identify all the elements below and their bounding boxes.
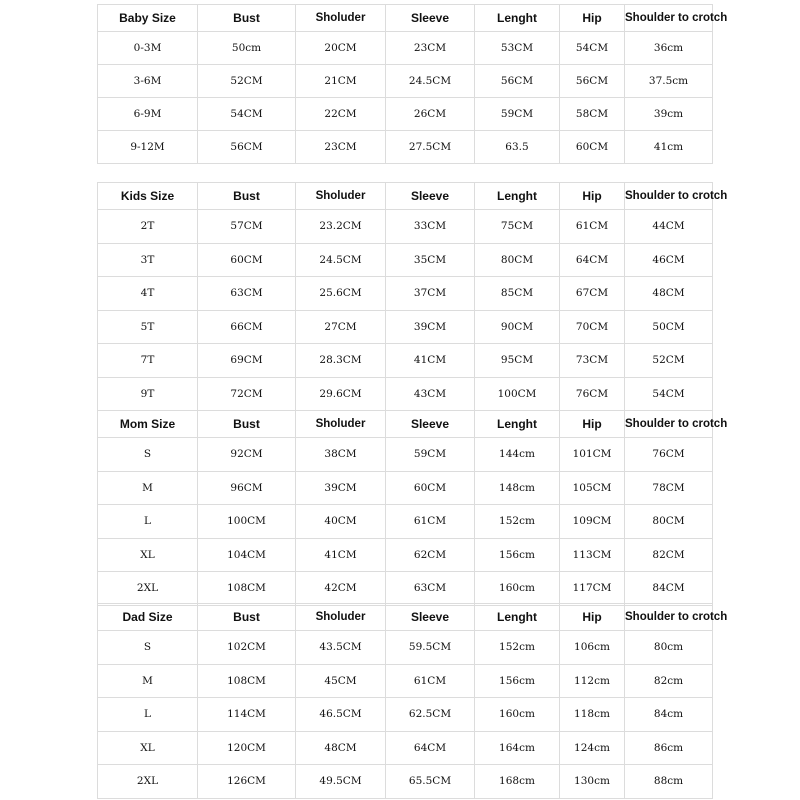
table-row xyxy=(98,505,713,539)
size-label-cell: 2XL xyxy=(98,765,198,799)
measurement-cell: 41CM xyxy=(386,344,475,378)
measurement-cell: 62CM xyxy=(386,538,475,572)
table-row xyxy=(98,210,713,244)
measurement-cell: 33CM xyxy=(386,210,475,244)
measurement-cell: 37CM xyxy=(386,277,475,311)
measurement-cell: 100CM xyxy=(475,377,560,411)
measurement-cell: 109CM xyxy=(560,505,625,539)
measurement-cell: 61CM xyxy=(386,664,475,698)
measurement-cell: 29.6CM xyxy=(296,377,386,411)
measurement-cell: 64CM xyxy=(386,731,475,765)
measurement-cell: 57CM xyxy=(198,210,296,244)
measurement-cell: 43CM xyxy=(386,377,475,411)
size-label-cell: L xyxy=(98,505,198,539)
measurement-cell: 54CM xyxy=(560,32,625,65)
measurement-cell: 41CM xyxy=(296,538,386,572)
column-header: Dad Size xyxy=(98,604,198,631)
table-row xyxy=(98,765,713,799)
table-header-row xyxy=(98,411,713,438)
table-row xyxy=(98,664,713,698)
measurement-cell: 126CM xyxy=(198,765,296,799)
size-chart xyxy=(97,0,728,800)
table-row xyxy=(98,98,713,131)
column-header: Shoulder to crotch xyxy=(625,183,713,210)
measurement-cell: 148cm xyxy=(475,471,560,505)
measurement-cell: 35CM xyxy=(386,243,475,277)
column-header: Bust xyxy=(198,5,296,32)
measurement-cell: 67CM xyxy=(560,277,625,311)
measurement-cell: 61CM xyxy=(560,210,625,244)
measurement-cell: 104CM xyxy=(198,538,296,572)
measurement-cell: 100CM xyxy=(198,505,296,539)
measurement-cell: 61CM xyxy=(386,505,475,539)
measurement-cell: 60CM xyxy=(198,243,296,277)
measurement-cell: 43.5CM xyxy=(296,631,386,665)
measurement-cell: 86cm xyxy=(625,731,713,765)
measurement-cell: 65.5CM xyxy=(386,765,475,799)
measurement-cell: 48CM xyxy=(296,731,386,765)
measurement-cell: 23.2CM xyxy=(296,210,386,244)
column-header: Hip xyxy=(560,183,625,210)
size-label-cell: 2T xyxy=(98,210,198,244)
table-row xyxy=(98,538,713,572)
size-label-cell: S xyxy=(98,631,198,665)
size-label-cell: 5T xyxy=(98,310,198,344)
column-header: Lenght xyxy=(475,604,560,631)
measurement-cell: 60CM xyxy=(560,131,625,164)
measurement-cell: 164cm xyxy=(475,731,560,765)
size-label-cell: L xyxy=(98,698,198,732)
measurement-cell: 42CM xyxy=(296,572,386,606)
measurement-cell: 152cm xyxy=(475,631,560,665)
measurement-cell: 114CM xyxy=(198,698,296,732)
column-header: Baby Size xyxy=(98,5,198,32)
measurement-cell: 101CM xyxy=(560,438,625,472)
measurement-cell: 69CM xyxy=(198,344,296,378)
column-header: Sholuder xyxy=(296,5,386,32)
measurement-cell: 59CM xyxy=(475,98,560,131)
size-table xyxy=(97,410,728,606)
measurement-cell: 53CM xyxy=(475,32,560,65)
measurement-cell: 156cm xyxy=(475,664,560,698)
mom-size-table xyxy=(97,410,728,606)
measurement-cell: 21CM xyxy=(296,65,386,98)
measurement-cell: 88cm xyxy=(625,765,713,799)
measurement-cell: 63CM xyxy=(198,277,296,311)
column-header: Hip xyxy=(560,411,625,438)
size-label-cell: 2XL xyxy=(98,572,198,606)
size-label-cell: 4T xyxy=(98,277,198,311)
column-header: Shoulder to crotch xyxy=(625,5,713,32)
column-header: Lenght xyxy=(475,411,560,438)
size-label-cell: 3T xyxy=(98,243,198,277)
size-label-cell: M xyxy=(98,471,198,505)
measurement-cell: 84cm xyxy=(625,698,713,732)
table-row xyxy=(98,243,713,277)
measurement-cell: 41cm xyxy=(625,131,713,164)
size-table xyxy=(97,4,728,164)
measurement-cell: 168cm xyxy=(475,765,560,799)
measurement-cell: 105CM xyxy=(560,471,625,505)
measurement-cell: 20CM xyxy=(296,32,386,65)
measurement-cell: 58CM xyxy=(560,98,625,131)
size-label-cell: 9-12M xyxy=(98,131,198,164)
measurement-cell: 52CM xyxy=(198,65,296,98)
measurement-cell: 76CM xyxy=(625,438,713,472)
table-header-row xyxy=(98,5,713,32)
table-row xyxy=(98,572,713,606)
size-label-cell: 6-9M xyxy=(98,98,198,131)
size-label-cell: S xyxy=(98,438,198,472)
table-header-row xyxy=(98,604,713,631)
measurement-cell: 38CM xyxy=(296,438,386,472)
measurement-cell: 44CM xyxy=(625,210,713,244)
table-row xyxy=(98,310,713,344)
measurement-cell: 102CM xyxy=(198,631,296,665)
table-row xyxy=(98,438,713,472)
column-header: Hip xyxy=(560,604,625,631)
column-header: Sleeve xyxy=(386,604,475,631)
size-table xyxy=(97,603,728,799)
measurement-cell: 85CM xyxy=(475,277,560,311)
measurement-cell: 24.5CM xyxy=(296,243,386,277)
measurement-cell: 152cm xyxy=(475,505,560,539)
table-row xyxy=(98,65,713,98)
measurement-cell: 80CM xyxy=(625,505,713,539)
measurement-cell: 54CM xyxy=(625,377,713,411)
measurement-cell: 63CM xyxy=(386,572,475,606)
column-header: Sleeve xyxy=(386,5,475,32)
kids-size-table xyxy=(97,182,728,411)
measurement-cell: 118cm xyxy=(560,698,625,732)
measurement-cell: 130cm xyxy=(560,765,625,799)
measurement-cell: 156cm xyxy=(475,538,560,572)
measurement-cell: 64CM xyxy=(560,243,625,277)
measurement-cell: 80cm xyxy=(625,631,713,665)
column-header: Mom Size xyxy=(98,411,198,438)
measurement-cell: 49.5CM xyxy=(296,765,386,799)
table-row xyxy=(98,277,713,311)
measurement-cell: 24.5CM xyxy=(386,65,475,98)
size-label-cell: XL xyxy=(98,731,198,765)
measurement-cell: 124cm xyxy=(560,731,625,765)
measurement-cell: 37.5cm xyxy=(625,65,713,98)
measurement-cell: 62.5CM xyxy=(386,698,475,732)
column-header: Shoulder to crotch xyxy=(625,411,713,438)
size-label-cell: 9T xyxy=(98,377,198,411)
table-row xyxy=(98,631,713,665)
measurement-cell: 26CM xyxy=(386,98,475,131)
column-header: Lenght xyxy=(475,183,560,210)
measurement-cell: 27CM xyxy=(296,310,386,344)
table-row xyxy=(98,131,713,164)
column-header: Lenght xyxy=(475,5,560,32)
column-header: Bust xyxy=(198,183,296,210)
measurement-cell: 144cm xyxy=(475,438,560,472)
measurement-cell: 82CM xyxy=(625,538,713,572)
table-row xyxy=(98,471,713,505)
measurement-cell: 27.5CM xyxy=(386,131,475,164)
measurement-cell: 59CM xyxy=(386,438,475,472)
measurement-cell: 59.5CM xyxy=(386,631,475,665)
table-row xyxy=(98,698,713,732)
measurement-cell: 112cm xyxy=(560,664,625,698)
measurement-cell: 108CM xyxy=(198,664,296,698)
table-row xyxy=(98,731,713,765)
measurement-cell: 22CM xyxy=(296,98,386,131)
column-header: Sleeve xyxy=(386,183,475,210)
table-row xyxy=(98,344,713,378)
measurement-cell: 40CM xyxy=(296,505,386,539)
measurement-cell: 78CM xyxy=(625,471,713,505)
measurement-cell: 72CM xyxy=(198,377,296,411)
measurement-cell: 60CM xyxy=(386,471,475,505)
table-row xyxy=(98,32,713,65)
measurement-cell: 56CM xyxy=(198,131,296,164)
dad-size-table xyxy=(97,603,728,799)
measurement-cell: 75CM xyxy=(475,210,560,244)
measurement-cell: 56CM xyxy=(560,65,625,98)
column-header: Shoulder to crotch xyxy=(625,604,713,631)
measurement-cell: 54CM xyxy=(198,98,296,131)
measurement-cell: 96CM xyxy=(198,471,296,505)
column-header: Sleeve xyxy=(386,411,475,438)
measurement-cell: 36cm xyxy=(625,32,713,65)
size-label-cell: 0-3M xyxy=(98,32,198,65)
measurement-cell: 39CM xyxy=(296,471,386,505)
size-label-cell: M xyxy=(98,664,198,698)
measurement-cell: 66CM xyxy=(198,310,296,344)
measurement-cell: 39CM xyxy=(386,310,475,344)
measurement-cell: 45CM xyxy=(296,664,386,698)
column-header: Hip xyxy=(560,5,625,32)
column-header: Bust xyxy=(198,604,296,631)
column-header: Bust xyxy=(198,411,296,438)
measurement-cell: 70CM xyxy=(560,310,625,344)
measurement-cell: 50CM xyxy=(625,310,713,344)
measurement-cell: 108CM xyxy=(198,572,296,606)
measurement-cell: 23CM xyxy=(386,32,475,65)
measurement-cell: 46.5CM xyxy=(296,698,386,732)
column-header: Sholuder xyxy=(296,183,386,210)
measurement-cell: 84CM xyxy=(625,572,713,606)
measurement-cell: 90CM xyxy=(475,310,560,344)
measurement-cell: 82cm xyxy=(625,664,713,698)
table-header-row xyxy=(98,183,713,210)
measurement-cell: 106cm xyxy=(560,631,625,665)
measurement-cell: 52CM xyxy=(625,344,713,378)
measurement-cell: 28.3CM xyxy=(296,344,386,378)
column-header: Kids Size xyxy=(98,183,198,210)
measurement-cell: 95CM xyxy=(475,344,560,378)
size-label-cell: 3-6M xyxy=(98,65,198,98)
measurement-cell: 63.5 xyxy=(475,131,560,164)
measurement-cell: 76CM xyxy=(560,377,625,411)
baby-size-table xyxy=(97,4,728,164)
table-row xyxy=(98,377,713,411)
measurement-cell: 48CM xyxy=(625,277,713,311)
column-header: Sholuder xyxy=(296,411,386,438)
measurement-cell: 160cm xyxy=(475,572,560,606)
measurement-cell: 23CM xyxy=(296,131,386,164)
measurement-cell: 117CM xyxy=(560,572,625,606)
measurement-cell: 56CM xyxy=(475,65,560,98)
measurement-cell: 39cm xyxy=(625,98,713,131)
size-label-cell: XL xyxy=(98,538,198,572)
size-label-cell: 7T xyxy=(98,344,198,378)
measurement-cell: 80CM xyxy=(475,243,560,277)
column-header: Sholuder xyxy=(296,604,386,631)
measurement-cell: 25.6CM xyxy=(296,277,386,311)
measurement-cell: 50cm xyxy=(198,32,296,65)
measurement-cell: 120CM xyxy=(198,731,296,765)
measurement-cell: 92CM xyxy=(198,438,296,472)
measurement-cell: 113CM xyxy=(560,538,625,572)
measurement-cell: 160cm xyxy=(475,698,560,732)
measurement-cell: 46CM xyxy=(625,243,713,277)
size-table xyxy=(97,182,728,411)
measurement-cell: 73CM xyxy=(560,344,625,378)
